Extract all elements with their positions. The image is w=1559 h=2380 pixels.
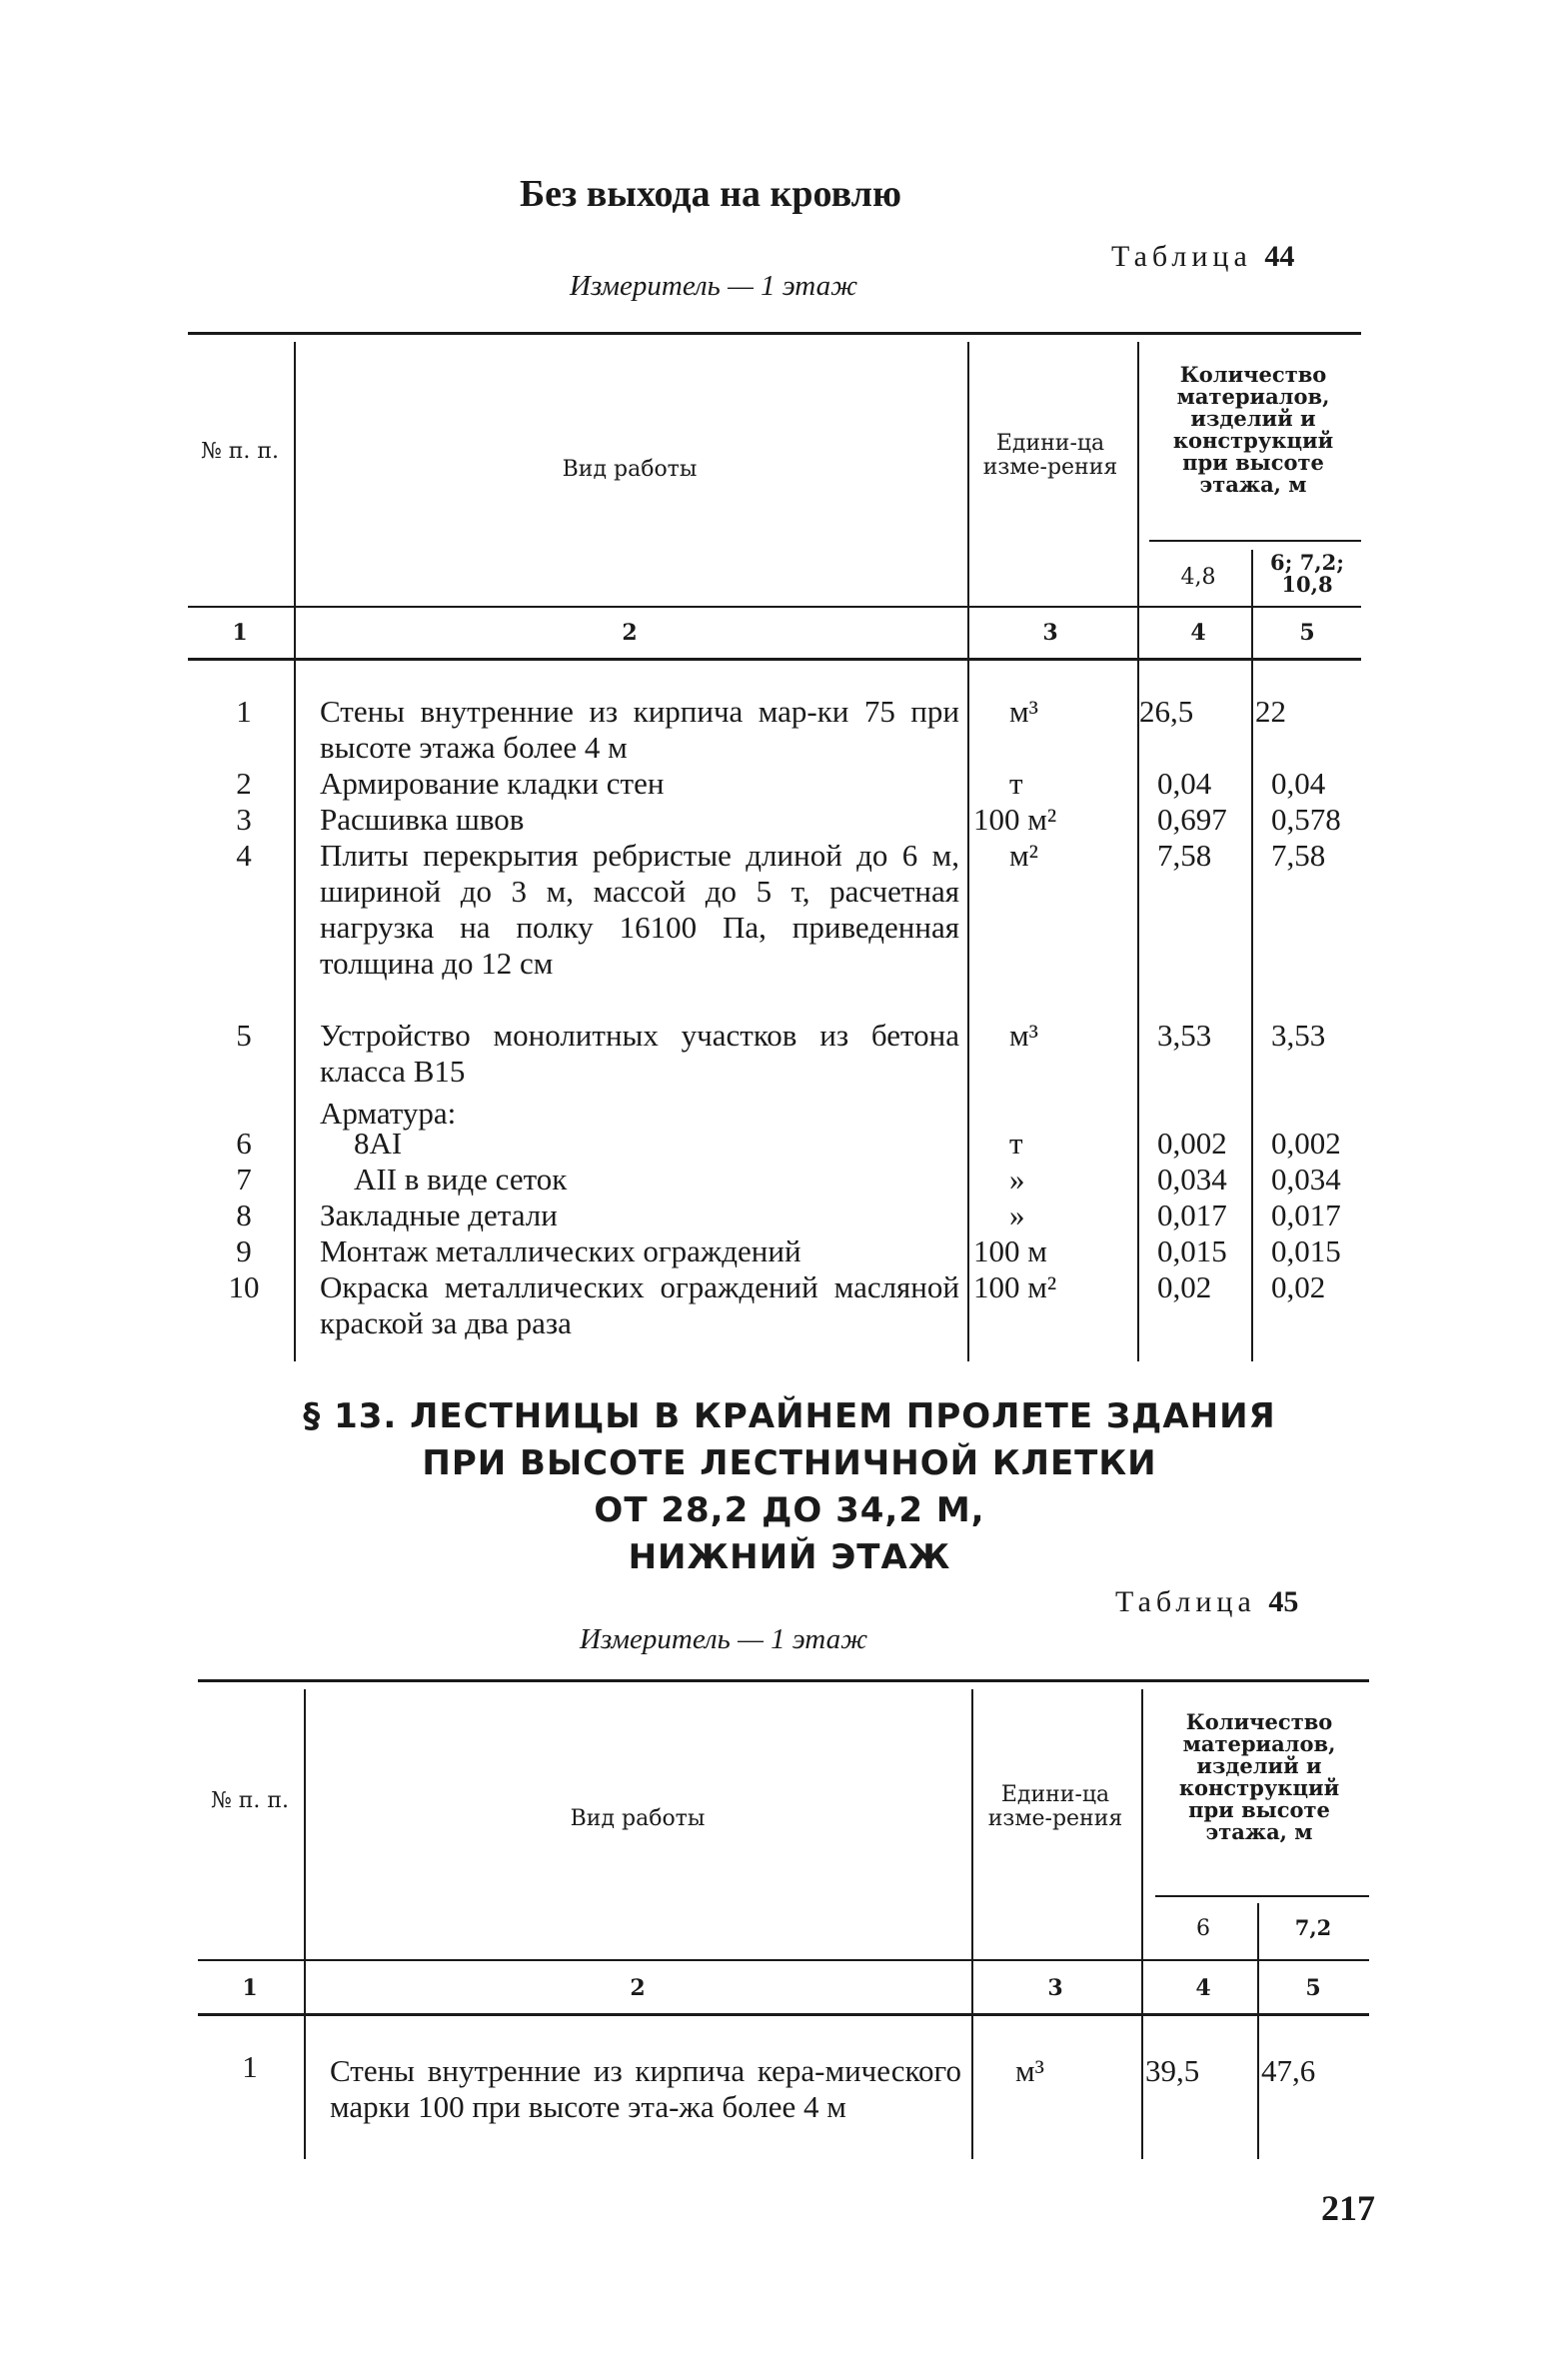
table-45-label: Таблица <box>1115 1585 1256 1618</box>
row-value-2: 0,04 <box>1271 766 1326 801</box>
row-unit: м² <box>1009 838 1038 873</box>
row-value-2: 7,58 <box>1271 838 1326 873</box>
row-num: 9 <box>236 1233 252 1268</box>
section-heading-line-4: НИЖНИЙ ЭТАЖ <box>628 1537 951 1577</box>
row-work: Армирование кладки стен <box>320 766 665 801</box>
row-num: 2 <box>236 766 252 801</box>
row-unit: м³ <box>1015 2053 1044 2088</box>
row-work: Арматура: <box>320 1096 457 1131</box>
page-number: 217 <box>1321 2188 1375 2228</box>
colnum-5: 5 <box>1305 1975 1321 2001</box>
row-work: Окраска металлических ограждений масляной краской за два раза <box>320 1269 959 1340</box>
colnum-3: 3 <box>1042 620 1058 646</box>
row-num: 8 <box>236 1197 252 1232</box>
row-value-1: 3,53 <box>1157 1018 1212 1053</box>
row-value-1: 0,697 <box>1157 802 1227 837</box>
row-num: 4 <box>236 838 252 873</box>
header-unit: Едини-ца изме-рения <box>982 431 1118 480</box>
row-value-2: 0,034 <box>1271 1162 1341 1196</box>
row-value-2: 0,015 <box>1271 1233 1341 1268</box>
row-value-1: 26,5 <box>1139 694 1194 729</box>
row-unit: 100 м² <box>973 1269 1057 1304</box>
colnum-2: 2 <box>622 620 638 646</box>
row-work: Стены внутренние из кирпича кера-мического марки 100 при высоте эта-жа более 4 м <box>330 2053 961 2124</box>
row-unit: т <box>1009 766 1023 801</box>
row-num: 7 <box>236 1162 252 1196</box>
table-45-measure: Измеритель — 1 этаж <box>580 1623 868 1655</box>
row-value-2: 22 <box>1255 694 1286 729</box>
row-num: 1 <box>236 694 252 729</box>
table-44-caption <box>1111 240 1294 274</box>
row-value-1: 0,017 <box>1157 1197 1227 1232</box>
header-num: № п. п. <box>210 1788 290 1813</box>
header-work: Вид работы <box>562 457 698 482</box>
row-work: АII в виде сеток <box>354 1162 568 1196</box>
row-value-1: 0,002 <box>1157 1126 1227 1161</box>
row-value-2: 3,53 <box>1271 1018 1326 1053</box>
colnum-1: 1 <box>242 1975 258 2001</box>
table-45-caption <box>1115 1585 1298 1619</box>
colnum-4: 4 <box>1195 1975 1211 2001</box>
row-value-1: 0,04 <box>1157 766 1212 801</box>
row-work: Устройство монолитных участков из бетона класса В15 <box>320 1018 959 1089</box>
row-value-2: 0,002 <box>1271 1126 1341 1161</box>
header-quantity: Количество материалов, изделий и конструкций при высоте этажа, м <box>1178 1709 1340 1844</box>
row-unit: » <box>1009 1197 1025 1232</box>
colnum-4: 4 <box>1190 620 1206 646</box>
header-unit: Едини-ца изме-рения <box>987 1782 1123 1831</box>
row-unit: м³ <box>1009 694 1038 729</box>
row-num: 1 <box>242 2049 258 2084</box>
colnum-3: 3 <box>1047 1975 1063 2001</box>
header-height-1: 4,8 <box>1180 565 1216 590</box>
row-num: 3 <box>236 802 252 837</box>
row-value-2: 47,6 <box>1261 2053 1316 2088</box>
row-value-1: 0,034 <box>1157 1162 1227 1196</box>
section-heading <box>230 1393 1349 1581</box>
row-value-2: 0,017 <box>1271 1197 1341 1232</box>
colnum-5: 5 <box>1299 620 1315 646</box>
row-work: Расшивка швов <box>320 802 525 837</box>
header-work: Вид работы <box>570 1806 706 1831</box>
page-heading: Без выхода на кровлю <box>520 173 901 215</box>
table-45-number: 45 <box>1268 1585 1299 1618</box>
row-work: Плиты перекрытия ребристые длиной до 6 м, шириной до 3 м, массой до 5 т, расчетная нагрузка на полку 16100 Па, приведенная толщина до 12 см <box>320 838 959 981</box>
header-height-2: 7,2 <box>1294 1915 1332 1940</box>
table-44-number: 44 <box>1264 240 1295 273</box>
row-work: Закладные детали <box>320 1197 558 1232</box>
header-height-2: 6; 7,2; 10,8 <box>1270 550 1344 597</box>
table-44-label: Таблица <box>1111 240 1252 273</box>
header-num: № п. п. <box>200 439 280 464</box>
row-value-2: 0,578 <box>1271 802 1341 837</box>
row-work: 8АI <box>354 1126 403 1161</box>
section-heading-line-3: ОТ 28,2 ДО 34,2 М, <box>594 1490 985 1530</box>
colnum-1: 1 <box>232 620 248 646</box>
row-value-1: 0,015 <box>1157 1233 1227 1268</box>
row-unit: 100 м <box>973 1233 1047 1268</box>
row-value-1: 7,58 <box>1157 838 1212 873</box>
row-work: Стены внутренние из кирпича мар-ки 75 при высоте этажа более 4 м <box>320 694 959 765</box>
row-value-1: 39,5 <box>1145 2053 1200 2088</box>
row-value-1: 0,02 <box>1157 1269 1212 1304</box>
row-num: 10 <box>228 1269 260 1304</box>
header-quantity: Количество материалов, изделий и конструкций при высоте этажа, м <box>1172 362 1334 497</box>
table-44-measure: Измеритель — 1 этаж <box>570 270 858 302</box>
row-unit: 100 м² <box>973 802 1057 837</box>
row-unit: » <box>1009 1162 1025 1196</box>
section-heading-line-2: ПРИ ВЫСОТЕ ЛЕСТНИЧНОЙ КЛЕТКИ <box>422 1443 1157 1483</box>
row-num: 5 <box>236 1018 252 1053</box>
row-unit: т <box>1009 1126 1023 1161</box>
row-num: 6 <box>236 1126 252 1161</box>
row-value-2: 0,02 <box>1271 1269 1326 1304</box>
row-work: Монтаж металлических ограждений <box>320 1233 801 1268</box>
section-heading-line-1: § 13. ЛЕСТНИЦЫ В КРАЙНЕМ ПРОЛЕТЕ ЗДАНИЯ <box>303 1396 1276 1436</box>
row-unit: м³ <box>1009 1018 1038 1053</box>
header-height-1: 6 <box>1196 1916 1210 1941</box>
colnum-2: 2 <box>630 1975 646 2001</box>
